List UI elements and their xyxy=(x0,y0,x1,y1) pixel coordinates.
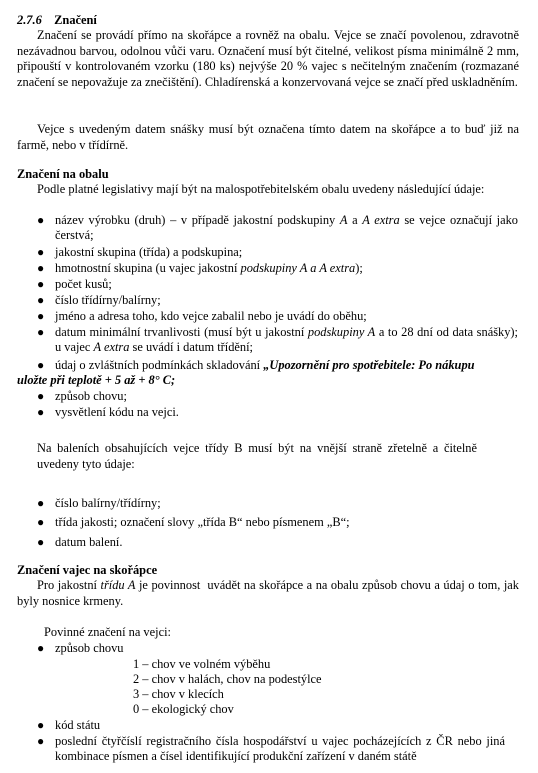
paragraph-intro: Značení se provádí přímo na skořápce a rovněž na obalu. Vejce se značí povolenou, zdravotně nezávadnou barvou, odolnou vůči varu. Označení musí být čitelné, velikost písma minimálně 2 mm, připouští v kontrolovaném vzorku (180 ks) nejvýše 20 % vajec s nečitelným značením (rozmazané značení se nepovažuje za znečištění). Chladírenská a konzervovaná vejce se značí před uskladněním. xyxy=(17,28,519,89)
bullet-icon: ● xyxy=(37,515,45,529)
section-number: 2.7.6 xyxy=(17,13,42,27)
bullet-icon: ● xyxy=(37,325,45,339)
list-item: datum balení. xyxy=(55,535,123,549)
bullet-icon: ● xyxy=(37,405,45,419)
heading-obal: Značení na obalu xyxy=(17,167,109,181)
bullet-icon: ● xyxy=(37,496,45,510)
bullet-icon: ● xyxy=(37,535,45,549)
list-item: způsob chovu xyxy=(55,641,124,655)
skorapka-intro: Pro jakostní třídu A je povinnost uvádět na skořápce a na obalu způsob chovu a údaj o tom, jak byly nosnice krmeny. xyxy=(17,578,519,608)
list-item: jméno a adresa toho, kdo vejce zabalil nebo je uvádí do oběhu; xyxy=(55,309,367,323)
list-item-continuation: uložte při teplotě + 5 až + 8° C; xyxy=(17,373,176,387)
bullet-icon: ● xyxy=(37,358,45,372)
code-item: 2 – chov v halách, chov na podestýlce xyxy=(133,672,322,686)
list-item: vysvětlení kódu na vejci. xyxy=(55,405,179,419)
code-item: 3 – chov v klecích xyxy=(133,687,224,701)
bullet-icon: ● xyxy=(37,261,45,275)
bullet-icon: ● xyxy=(37,718,45,732)
bullet-icon: ● xyxy=(37,734,45,748)
list-item: údaj o zvláštních podmínkách skladování „Upozornění pro spotřebitele: Po nákupu xyxy=(55,358,475,372)
bullet-icon: ● xyxy=(37,641,45,655)
list-item: datum minimální trvanlivosti (musí být u jakostní podskupiny A a to 28 dní od data snášky); u vajec A extra se uvádí i datum třídění; xyxy=(55,325,518,354)
list-item: počet kusů; xyxy=(55,277,112,291)
paragraph-datum-snasky: Vejce s uvedeným datem snášky musí být označena tímto datem na skořápce a to buď již na farmě, nebo v třídírně. xyxy=(17,122,519,152)
code-item: 1 – chov ve volném výběhu xyxy=(133,657,271,671)
trida-b-intro: Na baleních obsahujících vejce třídy B musí být na vnější straně zřetelně a čitelně uvedeny tyto údaje: xyxy=(37,441,477,471)
obal-intro: Podle platné legislativy mají být na malospotřebitelském obalu uvedeny následující údaje: xyxy=(37,182,485,196)
list-item: jakostní skupina (třída) a podskupina; xyxy=(55,245,243,259)
povinne-label: Povinné značení na vejci: xyxy=(44,625,171,639)
section-title: Značení xyxy=(54,13,97,27)
bullet-icon: ● xyxy=(37,309,45,323)
list-item: třída jakosti; označení slovy „třída B“ nebo písmenem „B“; xyxy=(55,515,350,529)
code-item: 0 – ekologický chov xyxy=(133,702,234,716)
list-item: způsob chovu; xyxy=(55,389,127,403)
list-item: číslo třídírny/balírny; xyxy=(55,293,161,307)
bullet-icon: ● xyxy=(37,245,45,259)
bullet-icon: ● xyxy=(37,213,45,227)
list-item: název výrobku (druh) – v případě jakostní podskupiny A a A extra se vejce označují jako čerstvá; xyxy=(55,213,519,242)
bullet-icon: ● xyxy=(37,293,45,307)
section-heading xyxy=(17,13,97,28)
list-item: kód státu xyxy=(55,718,101,732)
bullet-icon: ● xyxy=(37,389,45,403)
list-item: hmotnostní skupina (u vajec jakostní podskupiny A a A extra); xyxy=(55,261,363,275)
bullet-icon: ● xyxy=(37,277,45,291)
list-item: poslední čtyřčíslí registračního čísla hospodářství u vajec pocházejících z ČR nebo jiná kombinace písmen a čísel identifikující produkční zařízení v daném státě xyxy=(55,734,505,763)
list-item: číslo balírny/třídírny; xyxy=(55,496,161,510)
heading-skorapka: Značení vajec na skořápce xyxy=(17,563,158,577)
